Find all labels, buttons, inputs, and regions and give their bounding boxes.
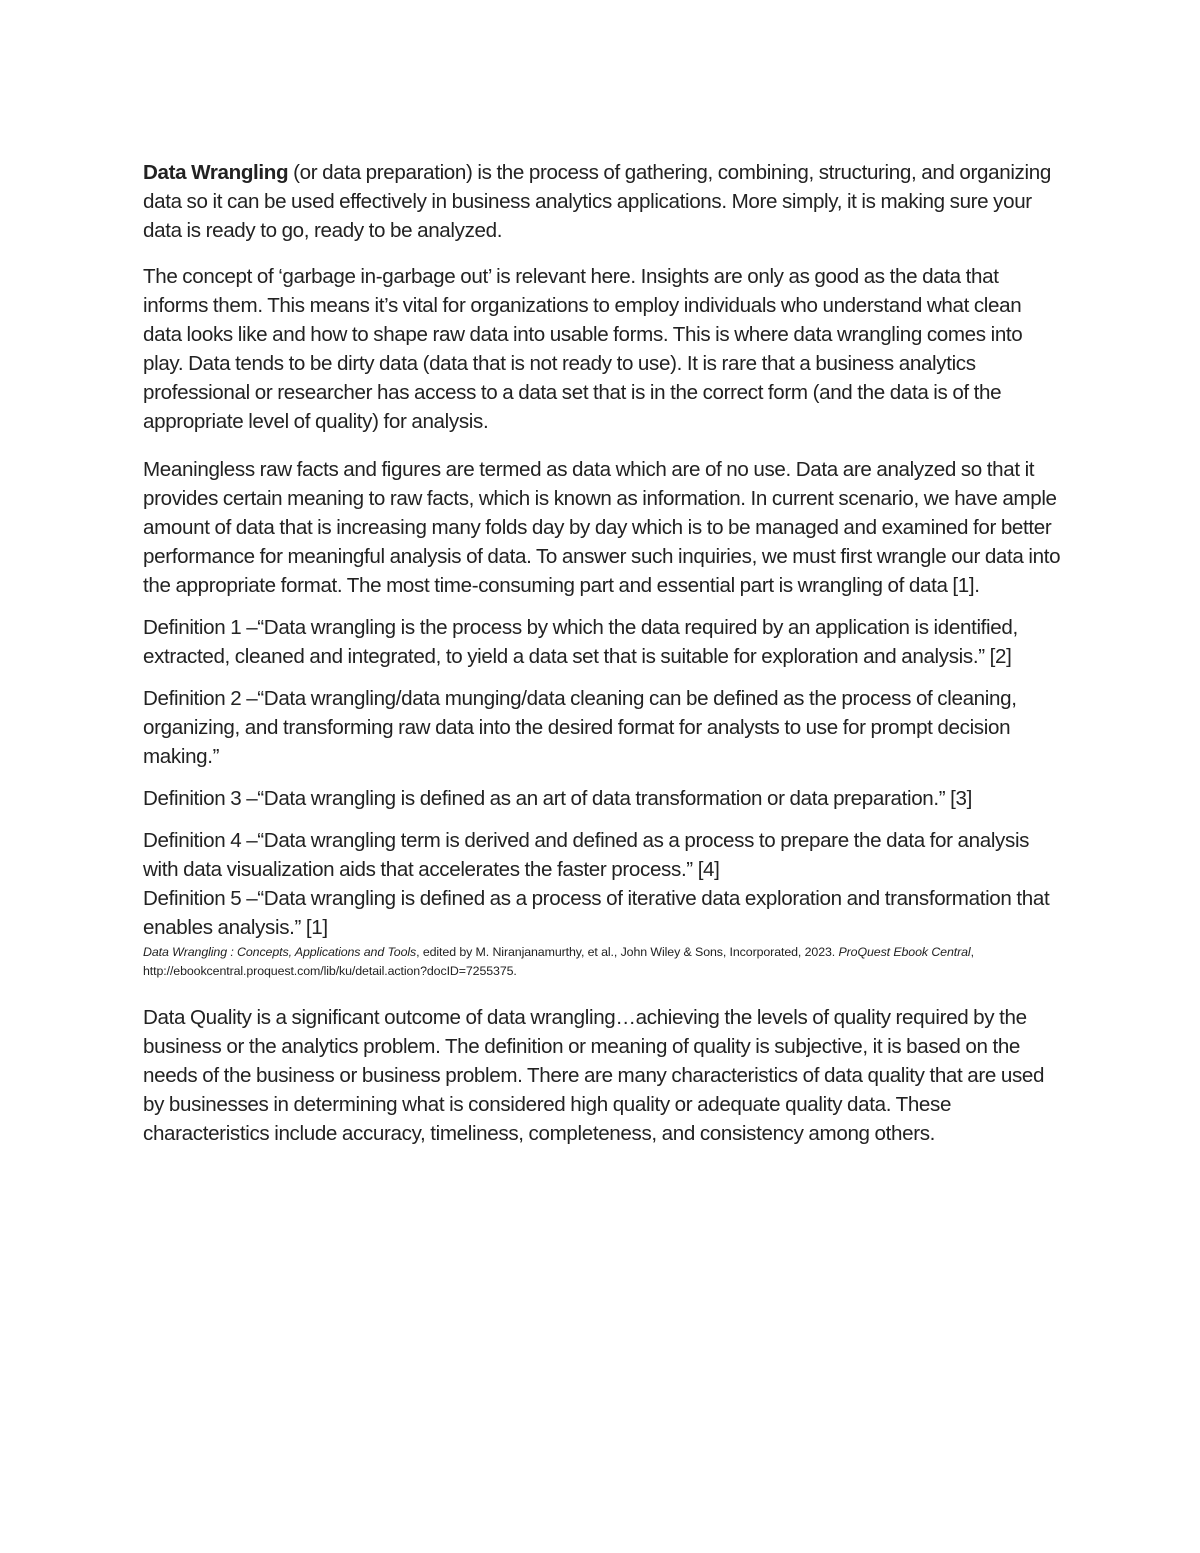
definition-2: Definition 2 –“Data wrangling/data munging/data cleaning can be defined as the process of cleaning, organizing, and transforming raw data into the desired format for analysts to use for prompt decision making.” bbox=[143, 687, 1017, 768]
intro-text: (or data preparation) is the process of gathering, combining, structuring, and organizing data so it can be used effectively in business analytics applications. More simply, it is making sure your data is ready to go, ready to be analyzed. bbox=[143, 161, 1051, 242]
meaningless-data-paragraph: Meaningless raw facts and figures are termed as data which are of no use. Data are analyzed so that it provides certain meaning to raw facts, which is known as information. In current scenario, we have ample amount of data that is increasing many folds day by day which is to be managed and examined for better performance for meaningful analysis of data. To answer such inquiries, we must first wrangle our data into the appropriate format. The most time-consuming part and essential part is wrangling of data [1]. bbox=[143, 458, 1061, 597]
definition-5: Definition 5 –“Data wrangling is defined as a process of iterative data exploration and transformation that enables analysis.” [1] bbox=[143, 887, 1050, 939]
citation-title: Data Wrangling : Concepts, Applications and Tools bbox=[143, 945, 417, 959]
document-body bbox=[143, 158, 1063, 1148]
garbage-in-garbage-out-paragraph: The concept of ‘garbage in-garbage out’ is relevant here. Insights are only as good as the data that informs them. This means it’s vital for organizations to employ individuals who understand what clean data looks like and how to shape raw data into usable forms. This is where data wrangling comes into play. Data tends to be dirty data (data that is not ready to use). It is rare that a business analytics professional or researcher has access to a data set that is in the correct form (and the data is of the appropriate level of quality) for analysis. bbox=[143, 265, 1023, 433]
citation-note bbox=[143, 943, 1063, 981]
intro-term: Data Wrangling bbox=[143, 161, 289, 184]
citation-source: ProQuest Ebook Central bbox=[838, 945, 971, 959]
citation-url: , http://ebookcentral.proquest.com/lib/ku/detail.action?docID=7255375. bbox=[143, 945, 974, 978]
citation-details: , edited by M. Niranjanamurthy, et al., John Wiley & Sons, Incorporated, 2023. bbox=[416, 945, 839, 959]
definition-1: Definition 1 –“Data wrangling is the process by which the data required by an application is identified, extracted, cleaned and integrated, to yield a data set that is suitable for exploration and analysis.” [2] bbox=[143, 616, 1018, 668]
definition-3: Definition 3 –“Data wrangling is defined as an art of data transformation or data preparation.” [3] bbox=[143, 787, 973, 810]
definition-4: Definition 4 –“Data wrangling term is derived and defined as a process to prepare the data for analysis with data visualization aids that accelerates the faster process.” [4] bbox=[143, 829, 1030, 881]
data-quality-paragraph: Data Quality is a significant outcome of data wrangling…achieving the levels of quality required by the business or the analytics problem. The definition or meaning of quality is subjective, it is based on the needs of the business or business problem. There are many characteristics of data quality that are used by businesses in determining what is considered high quality or adequate quality data. These characteristics include accuracy, timeliness, completeness, and consistency among others. bbox=[143, 1006, 1045, 1145]
intro-paragraph bbox=[143, 158, 1063, 245]
